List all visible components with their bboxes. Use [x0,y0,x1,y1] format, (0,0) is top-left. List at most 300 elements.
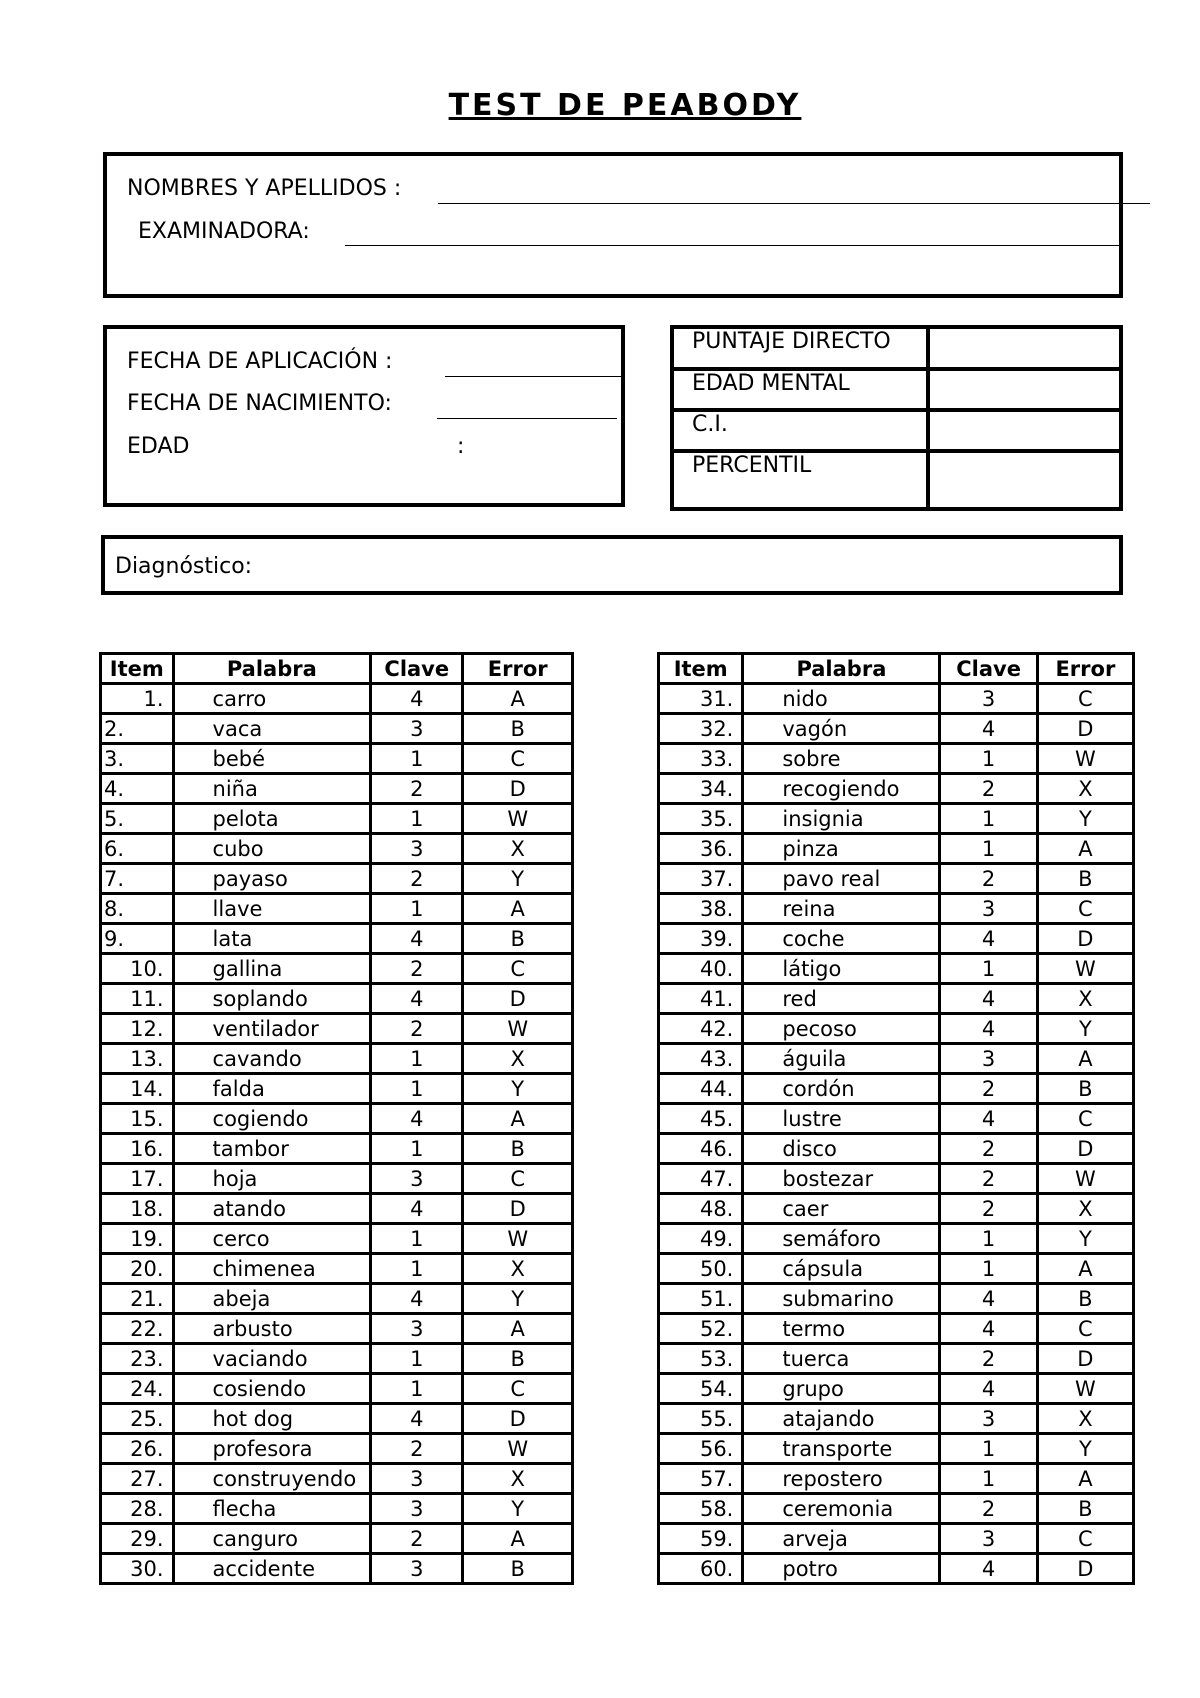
item-number: 40. [659,954,743,984]
item-clave: 4 [371,924,463,954]
edad-mental-label: EDAD MENTAL [672,369,928,410]
item-error: B [463,1344,573,1374]
item-number: 22. [101,1314,174,1344]
item-word: cápsula [743,1254,940,1284]
table-row [659,774,1134,804]
table-row [659,954,1134,984]
item-word: cerco [173,1224,371,1254]
table-row [659,1404,1134,1434]
item-clave: 4 [371,1284,463,1314]
item-word: repostero [743,1464,940,1494]
item-clave: 4 [371,1194,463,1224]
item-error: B [463,1134,573,1164]
item-clave: 1 [371,1074,463,1104]
item-clave: 3 [940,1044,1037,1074]
table-row [659,1524,1134,1554]
dates-box [103,325,625,507]
table-row [101,714,573,744]
score-table [670,325,1123,511]
item-error: A [463,684,573,714]
item-word: submarino [743,1284,940,1314]
header-item: Item [101,654,174,684]
item-error: C [1037,1104,1133,1134]
puntaje-directo-value[interactable] [928,327,1121,369]
item-number: 19. [101,1224,174,1254]
item-error: C [1037,1314,1133,1344]
table-row [659,744,1134,774]
item-word: soplando [173,984,371,1014]
item-clave: 1 [940,954,1037,984]
item-word: semáforo [743,1224,940,1254]
edad-mental-value[interactable] [928,369,1121,410]
item-error: A [463,894,573,924]
item-clave: 4 [371,1404,463,1434]
item-word: coche [743,924,940,954]
item-number: 33. [659,744,743,774]
table-row [659,1314,1134,1344]
identification-box [103,152,1123,298]
table-row [101,774,573,804]
diagnostico-box[interactable] [101,535,1123,595]
item-clave: 4 [940,924,1037,954]
item-clave: 2 [940,1194,1037,1224]
table-row [659,924,1134,954]
item-error: D [1037,1134,1133,1164]
item-error: X [463,834,573,864]
item-number: 43. [659,1044,743,1074]
item-clave: 4 [940,1554,1037,1584]
table-row [101,1554,573,1584]
item-number: 57. [659,1464,743,1494]
table-row [101,1134,573,1164]
item-number: 36. [659,834,743,864]
item-error: C [463,954,573,984]
item-clave: 4 [940,1284,1037,1314]
table-row [659,894,1134,924]
percentil-value[interactable] [928,451,1121,509]
table-row [101,1014,573,1044]
item-number: 34. [659,774,743,804]
item-word: ventilador [173,1014,371,1044]
item-error: B [463,1554,573,1584]
item-word: cogiendo [173,1104,371,1134]
item-word: falda [173,1074,371,1104]
item-error: C [463,1374,573,1404]
item-clave: 1 [371,1224,463,1254]
item-number: 58. [659,1494,743,1524]
item-error: B [1037,1284,1133,1314]
edad-label: EDAD [127,434,190,459]
item-error: C [1037,894,1133,924]
table-row [101,1494,573,1524]
header-palabra: Palabra [173,654,371,684]
item-word: lustre [743,1104,940,1134]
item-number: 25. [101,1404,174,1434]
item-clave: 2 [371,864,463,894]
table-row [101,1104,573,1134]
item-error: A [463,1524,573,1554]
item-word: atajando [743,1404,940,1434]
table-row [101,1314,573,1344]
item-word: nido [743,684,940,714]
item-number: 26. [101,1434,174,1464]
item-word: disco [743,1134,940,1164]
table-row [659,1044,1134,1074]
item-number: 48. [659,1194,743,1224]
item-error: Y [463,1074,573,1104]
item-number: 4. [101,774,174,804]
item-word: pinza [743,834,940,864]
table-row [101,1344,573,1374]
item-number: 42. [659,1014,743,1044]
item-clave: 4 [371,1104,463,1134]
examinadora-label: EXAMINADORA: [138,219,310,244]
item-clave: 2 [940,1494,1037,1524]
table-row [659,1554,1134,1584]
item-word: bebé [173,744,371,774]
item-error: Y [1037,1014,1133,1044]
table-row [659,1074,1134,1104]
item-error: B [1037,1074,1133,1104]
table-row [101,1374,573,1404]
item-number: 5. [101,804,174,834]
item-word: arveja [743,1524,940,1554]
item-error: B [463,714,573,744]
table-row [101,804,573,834]
item-error: W [463,1014,573,1044]
percentil-label: PERCENTIL [672,451,928,509]
item-number: 15. [101,1104,174,1134]
item-number: 55. [659,1404,743,1434]
item-error: A [1037,1254,1133,1284]
examinadora-field[interactable] [345,245,1123,246]
item-error: W [463,1224,573,1254]
item-error: C [1037,684,1133,714]
item-number: 51. [659,1284,743,1314]
table-row [659,1494,1134,1524]
table-row [101,1074,573,1104]
item-clave: 2 [371,954,463,984]
item-clave: 1 [371,1374,463,1404]
item-word: accidente [173,1554,371,1584]
item-clave: 1 [940,1464,1037,1494]
nombres-label: NOMBRES Y APELLIDOS : [127,176,402,201]
item-number: 2. [101,714,174,744]
table-row [101,864,573,894]
item-clave: 1 [371,804,463,834]
item-number: 12. [101,1014,174,1044]
item-number: 16. [101,1134,174,1164]
nombres-field[interactable] [438,203,1150,204]
item-error: X [1037,1194,1133,1224]
table-row [659,804,1134,834]
item-word: potro [743,1554,940,1584]
item-word: águila [743,1044,940,1074]
item-number: 27. [101,1464,174,1494]
items-table-left [99,652,574,1585]
item-number: 35. [659,804,743,834]
item-clave: 4 [940,714,1037,744]
item-word: ceremonia [743,1494,940,1524]
table-row [101,1224,573,1254]
item-number: 45. [659,1104,743,1134]
item-number: 44. [659,1074,743,1104]
item-error: D [463,1404,573,1434]
item-word: red [743,984,940,1014]
item-word: tambor [173,1134,371,1164]
item-number: 18. [101,1194,174,1224]
item-word: recogiendo [743,774,940,804]
item-clave: 1 [940,1254,1037,1284]
item-clave: 4 [940,1104,1037,1134]
item-clave: 1 [940,834,1037,864]
item-error: C [463,744,573,774]
item-clave: 2 [940,1344,1037,1374]
item-error: D [1037,1344,1133,1374]
table-row [659,864,1134,894]
item-error: X [1037,984,1133,1014]
table-row [659,1194,1134,1224]
item-word: cavando [173,1044,371,1074]
item-word: flecha [173,1494,371,1524]
item-word: reina [743,894,940,924]
item-number: 37. [659,864,743,894]
item-clave: 3 [940,1404,1037,1434]
item-number: 6. [101,834,174,864]
item-clave: 1 [371,1044,463,1074]
item-clave: 2 [371,1014,463,1044]
fecha-nacimiento-field[interactable] [437,418,617,419]
item-number: 32. [659,714,743,744]
item-word: termo [743,1314,940,1344]
header-error: Error [1037,654,1133,684]
item-number: 3. [101,744,174,774]
item-error: Y [1037,1224,1133,1254]
item-clave: 3 [371,1464,463,1494]
item-number: 50. [659,1254,743,1284]
fecha-nacimiento-label: FECHA DE NACIMIENTO: [127,391,392,416]
item-error: D [1037,1554,1133,1584]
item-number: 10. [101,954,174,984]
item-number: 28. [101,1494,174,1524]
item-number: 56. [659,1434,743,1464]
item-word: hot dog [173,1404,371,1434]
item-clave: 2 [371,774,463,804]
item-number: 49. [659,1224,743,1254]
item-clave: 1 [940,1434,1037,1464]
item-number: 21. [101,1284,174,1314]
item-number: 29. [101,1524,174,1554]
item-clave: 1 [371,1134,463,1164]
table-row [659,684,1134,714]
item-clave: 2 [940,1134,1037,1164]
item-error: X [1037,774,1133,804]
item-clave: 1 [371,1344,463,1374]
item-word: atando [173,1194,371,1224]
item-number: 11. [101,984,174,1014]
item-clave: 3 [371,1554,463,1584]
table-row [659,1344,1134,1374]
item-number: 53. [659,1344,743,1374]
header-item: Item [659,654,743,684]
item-word: sobre [743,744,940,774]
item-clave: 1 [371,744,463,774]
item-error: D [463,774,573,804]
item-word: caer [743,1194,940,1224]
item-word: vagón [743,714,940,744]
item-clave: 2 [940,1074,1037,1104]
item-clave: 3 [371,1314,463,1344]
table-row [659,1434,1134,1464]
item-clave: 3 [940,684,1037,714]
item-word: pecoso [743,1014,940,1044]
table-row [659,1374,1134,1404]
item-clave: 4 [940,1014,1037,1044]
item-error: W [1037,1164,1133,1194]
item-error: Y [463,1494,573,1524]
item-error: W [463,1434,573,1464]
item-word: llave [173,894,371,924]
item-error: W [463,804,573,834]
item-word: carro [173,684,371,714]
table-row [101,894,573,924]
item-number: 9. [101,924,174,954]
table-row [659,1254,1134,1284]
item-number: 8. [101,894,174,924]
item-word: gallina [173,954,371,984]
item-error: B [1037,1494,1133,1524]
item-number: 14. [101,1074,174,1104]
fecha-aplicacion-field[interactable] [445,376,623,377]
item-number: 60. [659,1554,743,1584]
item-clave: 1 [940,744,1037,774]
table-row [101,834,573,864]
item-word: canguro [173,1524,371,1554]
item-word: tuerca [743,1344,940,1374]
item-error: Y [463,1284,573,1314]
item-number: 31. [659,684,743,714]
items-table-right [657,652,1135,1585]
item-error: A [1037,1044,1133,1074]
item-number: 52. [659,1314,743,1344]
item-number: 24. [101,1374,174,1404]
item-word: cosiendo [173,1374,371,1404]
item-clave: 4 [940,1314,1037,1344]
item-clave: 4 [371,684,463,714]
table-row [101,924,573,954]
table-row [101,1524,573,1554]
item-clave: 3 [371,1164,463,1194]
table-row [659,984,1134,1014]
header-error: Error [463,654,573,684]
item-clave: 3 [371,1494,463,1524]
table-row [101,1434,573,1464]
table-row [659,1104,1134,1134]
page-title: TEST DE PEABODY [448,88,802,123]
item-number: 13. [101,1044,174,1074]
item-number: 20. [101,1254,174,1284]
item-word: hoja [173,1164,371,1194]
table-row [659,1134,1134,1164]
item-word: pavo real [743,864,940,894]
item-error: A [1037,1464,1133,1494]
item-clave: 2 [940,864,1037,894]
item-clave: 3 [371,834,463,864]
item-word: látigo [743,954,940,984]
ci-label: C.I. [672,410,928,451]
item-error: A [463,1314,573,1344]
item-number: 17. [101,1164,174,1194]
table-row [101,984,573,1014]
item-clave: 4 [371,984,463,1014]
item-number: 46. [659,1134,743,1164]
item-word: profesora [173,1434,371,1464]
item-clave: 4 [940,1374,1037,1404]
item-word: transporte [743,1434,940,1464]
item-word: cubo [173,834,371,864]
table-row [101,1254,573,1284]
item-error: W [1037,1374,1133,1404]
header-palabra: Palabra [743,654,940,684]
table-row [101,744,573,774]
item-error: A [463,1104,573,1134]
table-row [101,684,573,714]
fecha-aplicacion-label: FECHA DE APLICACIÓN : [127,349,393,374]
item-word: abeja [173,1284,371,1314]
item-word: vaca [173,714,371,744]
puntaje-directo-label: PUNTAJE DIRECTO [672,327,928,369]
table-row [101,1164,573,1194]
table-row [101,1044,573,1074]
table-row [659,1464,1134,1494]
header-clave: Clave [940,654,1037,684]
item-error: C [1037,1524,1133,1554]
item-word: lata [173,924,371,954]
table-row [101,1464,573,1494]
item-error: X [463,1254,573,1284]
item-word: vaciando [173,1344,371,1374]
item-clave: 3 [940,894,1037,924]
item-word: cordón [743,1074,940,1104]
item-word: chimenea [173,1254,371,1284]
ci-value[interactable] [928,410,1121,451]
header-clave: Clave [371,654,463,684]
table-row [101,1404,573,1434]
item-clave: 2 [940,1164,1037,1194]
item-word: pelota [173,804,371,834]
item-error: W [1037,954,1133,984]
table-row [101,1194,573,1224]
item-error: A [1037,834,1133,864]
item-error: D [1037,714,1133,744]
item-error: B [1037,864,1133,894]
item-clave: 1 [940,1224,1037,1254]
item-number: 38. [659,894,743,924]
table-row [659,1164,1134,1194]
table-row [659,1014,1134,1044]
item-error: B [463,924,573,954]
table-row [659,714,1134,744]
item-number: 47. [659,1164,743,1194]
table-row [101,954,573,984]
item-error: W [1037,744,1133,774]
table-row [659,1284,1134,1314]
item-error: Y [1037,1434,1133,1464]
item-error: X [463,1044,573,1074]
item-word: bostezar [743,1164,940,1194]
item-clave: 3 [371,714,463,744]
item-error: D [463,984,573,1014]
